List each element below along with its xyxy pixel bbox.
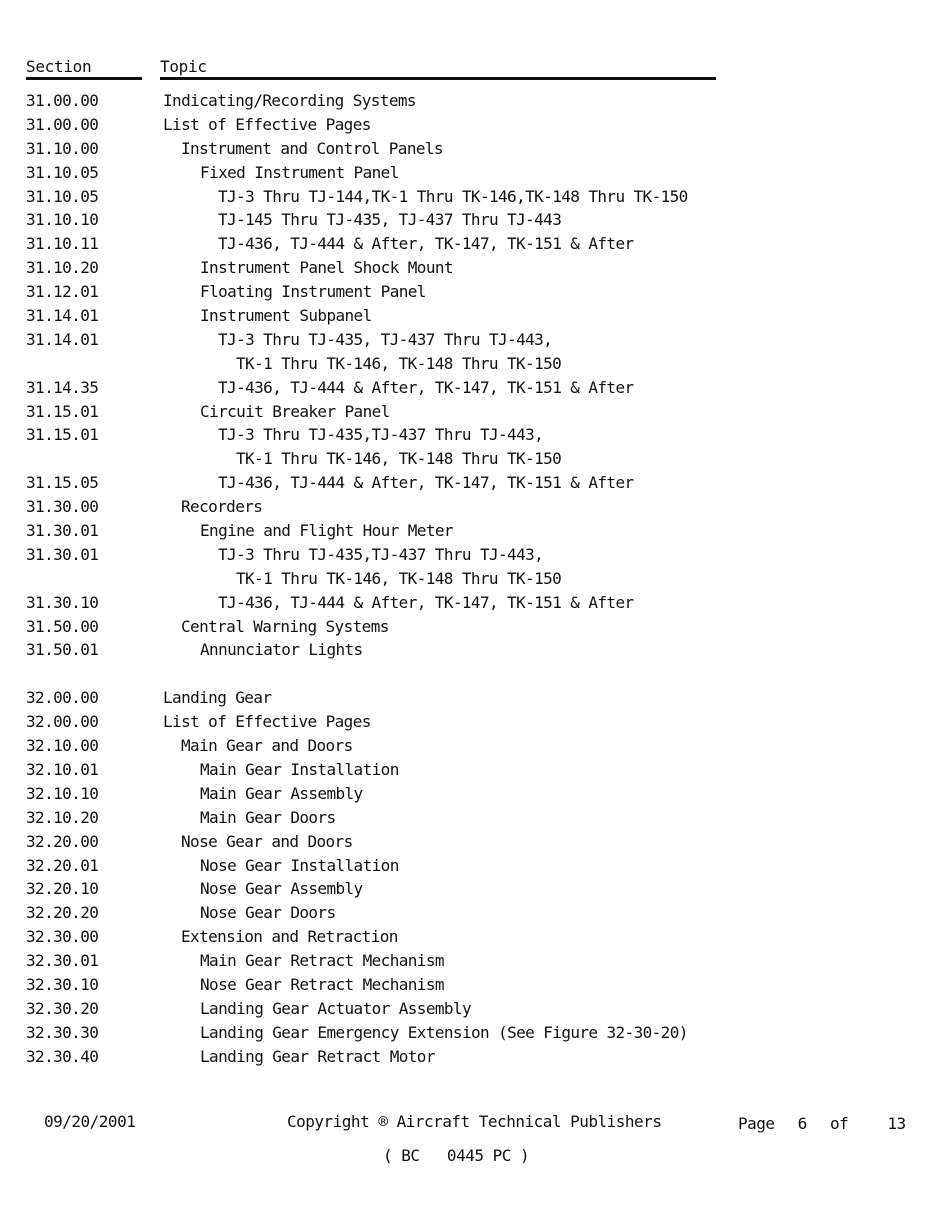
section-number: 31.14.01: [26, 306, 99, 326]
footer-date: 09/20/2001: [44, 1112, 136, 1131]
topic-title: Central Warning Systems: [181, 616, 389, 636]
section-number: 32.10.01: [26, 759, 99, 779]
topic-title: Main Gear and Doors: [181, 736, 353, 756]
section-number: 31.12.01: [26, 282, 99, 302]
section-number: 32.00.00: [26, 688, 99, 708]
topic-title: Landing Gear: [163, 688, 272, 708]
table-row: [0, 901, 931, 925]
table-row: [0, 185, 931, 209]
table-row: [0, 854, 931, 878]
section-number: 31.50.00: [26, 616, 99, 636]
table-row: [0, 973, 931, 997]
table-row: [0, 280, 931, 304]
footer-document-code: ( BC 0445 PC ): [383, 1146, 530, 1165]
footer-page-indicator: [738, 1114, 906, 1133]
topic-title: Nose Gear Retract Mechanism: [200, 974, 444, 994]
table-row: [0, 161, 931, 185]
topic-title: Instrument and Control Panels: [181, 138, 443, 158]
table-row: [0, 615, 931, 639]
section-number: 31.10.05: [26, 162, 99, 182]
table-row: [0, 806, 931, 830]
section-number: 32.20.10: [26, 879, 99, 899]
section-number: 32.20.20: [26, 903, 99, 923]
page-label: Page: [738, 1114, 775, 1133]
topic-title: TK-1 Thru TK-146, TK-148 Thru TK-150: [236, 449, 562, 469]
page-of: of: [829, 1114, 849, 1133]
section-number: 31.30.10: [26, 592, 99, 612]
table-row: [0, 782, 931, 806]
section-number: 31.14.01: [26, 329, 99, 349]
section-number: 32.10.10: [26, 783, 99, 803]
topic-title: Instrument Subpanel: [200, 306, 372, 326]
topic-title: Instrument Panel Shock Mount: [200, 258, 453, 278]
section-number: 32.30.10: [26, 974, 99, 994]
page-current: 6: [797, 1114, 807, 1133]
table-row: [0, 925, 931, 949]
topic-title: Recorders: [181, 497, 263, 517]
table-row: [0, 352, 931, 376]
topic-title: Engine and Flight Hour Meter: [200, 521, 453, 541]
table-row: [0, 519, 931, 543]
topic-column-header: Topic: [160, 58, 716, 80]
topic-title: Floating Instrument Panel: [200, 282, 426, 302]
table-row: [0, 423, 931, 447]
topic-title: Fixed Instrument Panel: [200, 162, 399, 182]
topic-title: TJ-3 Thru TJ-144,TK-1 Thru TK-146,TK-148 Thru TK-150: [218, 186, 688, 206]
topic-title: Nose Gear Assembly: [200, 879, 363, 899]
table-row: [0, 997, 931, 1021]
table-row: [0, 232, 931, 256]
section-number: 31.15.01: [26, 401, 99, 421]
section-number: 31.15.05: [26, 473, 99, 493]
section-number: 31.00.00: [26, 91, 99, 110]
table-row: [0, 830, 931, 854]
table-row: [0, 208, 931, 232]
section-number: 31.30.00: [26, 497, 99, 517]
table-row: [0, 638, 931, 662]
topic-title: Indicating/Recording Systems: [163, 91, 416, 110]
table-row: [0, 734, 931, 758]
table-row: [0, 591, 931, 615]
section-column-header: Section: [26, 58, 142, 80]
topic-title: List of Effective Pages: [163, 712, 371, 732]
table-row: [0, 686, 931, 710]
table-row: [0, 471, 931, 495]
topic-title: List of Effective Pages: [163, 114, 371, 134]
table-row: [0, 256, 931, 280]
table-row: [0, 447, 931, 471]
section-number: 31.30.01: [26, 521, 99, 541]
topic-title: Landing Gear Retract Motor: [200, 1046, 435, 1066]
topic-title: TJ-3 Thru TJ-435,TJ-437 Thru TJ-443,: [218, 544, 544, 564]
section-number: 31.14.35: [26, 377, 99, 397]
table-row: [0, 1021, 931, 1045]
table-row: [0, 543, 931, 567]
topic-title: TJ-3 Thru TJ-435,TJ-437 Thru TJ-443,: [218, 425, 544, 445]
topic-title: Circuit Breaker Panel: [200, 401, 390, 421]
topic-title: TJ-436, TJ-444 & After, TK-147, TK-151 & After: [218, 592, 634, 612]
section-number: 31.10.10: [26, 210, 99, 230]
table-row: [0, 1045, 931, 1069]
section-gap: [0, 662, 931, 686]
section-number: 32.10.00: [26, 736, 99, 756]
topic-title: TK-1 Thru TK-146, TK-148 Thru TK-150: [236, 568, 562, 588]
section-number: 32.30.00: [26, 927, 99, 947]
topic-title: TJ-436, TJ-444 & After, TK-147, TK-151 & After: [218, 473, 634, 493]
table-row: [0, 758, 931, 782]
section-number: 31.10.11: [26, 234, 99, 254]
table-row: [0, 89, 931, 113]
section-number: 32.30.30: [26, 1022, 99, 1042]
section-number: 32.20.01: [26, 855, 99, 875]
section-number: 31.00.00: [26, 114, 99, 134]
page-total: 13: [887, 1114, 906, 1133]
table-row: [0, 495, 931, 519]
table-row: [0, 949, 931, 973]
section-number: 32.00.00: [26, 712, 99, 732]
section-number: 31.50.01: [26, 640, 99, 660]
section-number: 32.30.40: [26, 1046, 99, 1066]
table-row: [0, 328, 931, 352]
topic-title: Landing Gear Actuator Assembly: [200, 998, 471, 1018]
topic-title: TJ-145 Thru TJ-435, TJ-437 Thru TJ-443: [218, 210, 562, 230]
topic-title: Landing Gear Emergency Extension (See Figure 32-30-20): [200, 1022, 688, 1042]
topic-title: Main Gear Installation: [200, 759, 399, 779]
table-row: [0, 137, 931, 161]
section-number: 31.15.01: [26, 425, 99, 445]
section-number: 31.10.00: [26, 138, 99, 158]
topic-title: TJ-3 Thru TJ-435, TJ-437 Thru TJ-443,: [218, 329, 553, 349]
section-number: 32.10.20: [26, 807, 99, 827]
index-table: [0, 89, 931, 1069]
topic-title: Annunciator Lights: [200, 640, 363, 660]
section-number: 31.10.05: [26, 186, 99, 206]
section-number: 32.30.20: [26, 998, 99, 1018]
table-row: [0, 710, 931, 734]
table-row: [0, 877, 931, 901]
topic-title: Nose Gear Doors: [200, 903, 336, 923]
topic-title: Main Gear Assembly: [200, 783, 363, 803]
topic-title: Main Gear Retract Mechanism: [200, 951, 444, 971]
footer-copyright: Copyright ® Aircraft Technical Publishers: [287, 1112, 662, 1131]
topic-title: Nose Gear Installation: [200, 855, 399, 875]
topic-title: TK-1 Thru TK-146, TK-148 Thru TK-150: [236, 353, 562, 373]
table-row: [0, 113, 931, 137]
section-number: 32.20.00: [26, 831, 99, 851]
topic-title: TJ-436, TJ-444 & After, TK-147, TK-151 & After: [218, 234, 634, 254]
section-number: 31.30.01: [26, 544, 99, 564]
topic-title: Nose Gear and Doors: [181, 831, 353, 851]
topic-title: Extension and Retraction: [181, 927, 398, 947]
table-row: [0, 304, 931, 328]
topic-title: TJ-436, TJ-444 & After, TK-147, TK-151 & After: [218, 377, 634, 397]
section-number: 32.30.01: [26, 951, 99, 971]
topic-title: Main Gear Doors: [200, 807, 336, 827]
table-row: [0, 400, 931, 424]
section-number: 31.10.20: [26, 258, 99, 278]
table-row: [0, 376, 931, 400]
table-row: [0, 567, 931, 591]
